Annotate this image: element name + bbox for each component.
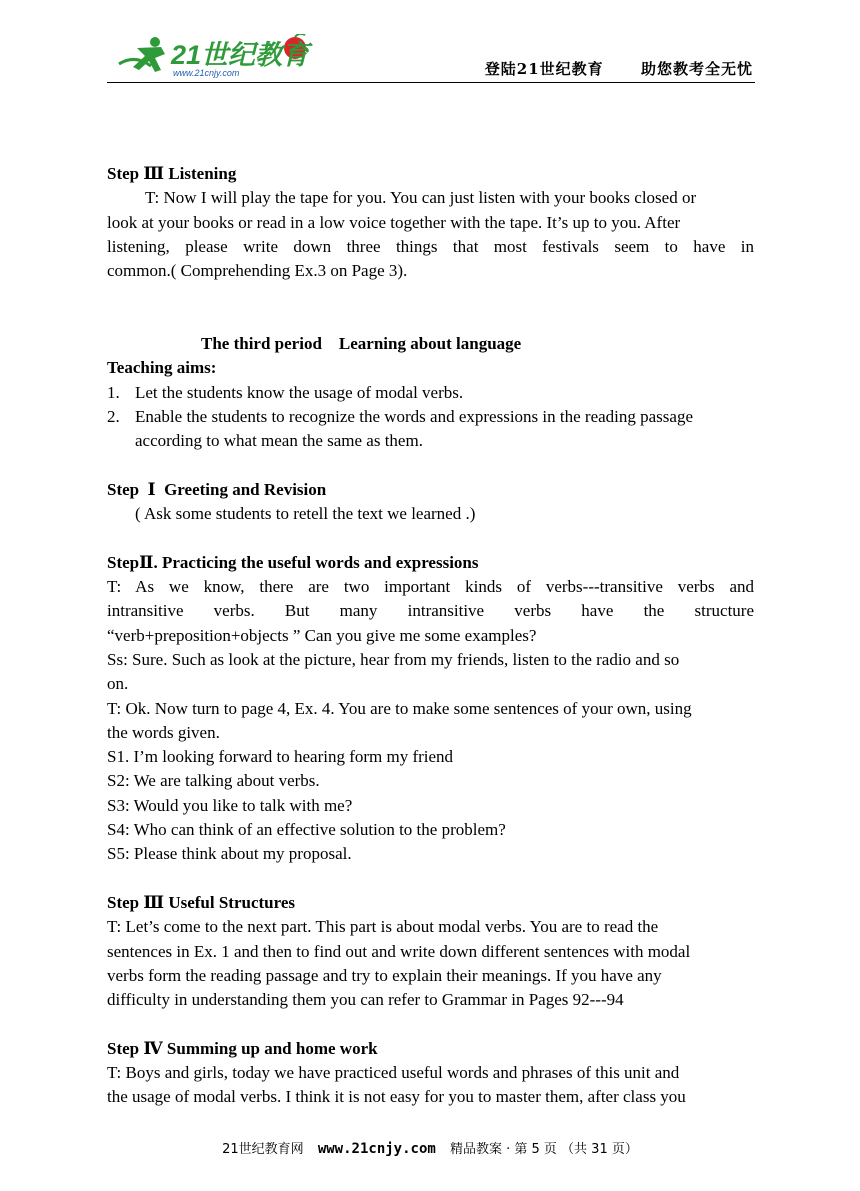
header-divider <box>107 82 755 83</box>
teaching-aims-heading: Teaching aims: <box>107 358 217 378</box>
paragraph-line: sentences in Ex. 1 and then to find out and write down different sentences with modal <box>107 941 691 961</box>
paragraph-line: look at your books or read in a low voice together with the tape. It’s up to you. After <box>107 212 681 232</box>
paragraph-line: T: Boys and girls, today we have practiced useful words and phrases of this unit and <box>107 1062 680 1082</box>
step2-heading: StepⅡ. Practicing the useful words and expressions <box>107 552 479 572</box>
step3-listening-heading: Step Ⅲ Listening <box>107 164 237 183</box>
header-slogan-left: 登陆21世纪教育 <box>484 60 604 78</box>
footer-page-info: 精品教案 · 第 5 页 （共 31 页） <box>449 1142 638 1157</box>
running-figure-icon <box>119 37 165 72</box>
list-text: Let the students know the usage of modal verbs. <box>135 382 464 402</box>
paragraph-line: on. <box>107 674 129 694</box>
paragraph-line: listening, please write down three things that most festivals seem to have in <box>107 236 754 256</box>
paragraph-line: Ss: Sure. Such as look at the picture, hear from my friends, listen to the radio and so <box>107 649 680 669</box>
footer-url[interactable]: www.21cnjy.com <box>317 1141 436 1157</box>
paragraph-line: common.( Comprehending Ex.3 on Page 3). <box>107 261 408 281</box>
list-item <box>107 381 754 405</box>
step3-structures-heading: Step Ⅲ Useful Structures <box>107 892 296 912</box>
list-item <box>107 405 754 429</box>
21cnjy-logo <box>115 34 315 80</box>
paragraph-line: T: Let’s come to the next part. This part is about modal verbs. You are to read the <box>107 917 659 937</box>
paragraph-line: verbs form the reading passage and try to explain their meanings. If you have any <box>107 965 662 985</box>
paragraph-line: difficulty in understanding them you can refer to Grammar in Pages 92---94 <box>107 990 624 1010</box>
paragraph-line: T: As we know, there are two important kinds of verbs---transitive verbs and <box>107 577 754 597</box>
paragraph-line: the words given. <box>107 722 220 742</box>
page-footer <box>0 1138 860 1157</box>
paragraph-line: S4: Who can think of an effective solution to the problem? <box>107 820 506 840</box>
paragraph-line: “verb+preposition+objects ” Can you give me some examples? <box>107 625 537 645</box>
paragraph-line: S1. I’m looking forward to hearing form my friend <box>107 747 454 767</box>
document-body <box>107 162 754 1110</box>
paragraph-line: T: Now I will play the tape for you. You can just listen with your books closed or <box>145 188 697 208</box>
list-text: Enable the students to recognize the words and expressions in the reading passage <box>135 406 694 426</box>
paragraph-line: T: Ok. Now turn to page 4, Ex. 4. You are to make some sentences of your own, using <box>107 698 692 718</box>
logo-text: 21世纪教育 <box>171 40 310 70</box>
step1-heading: Step Ⅰ Greeting and Revision <box>107 479 327 499</box>
paragraph-line: ( Ask some students to retell the text we learned .) <box>135 504 476 524</box>
step4-heading: Step Ⅳ Summing up and home work <box>107 1038 378 1058</box>
paragraph-line: S5: Please think about my proposal. <box>107 844 352 864</box>
header-slogan-right: 助您教考全无忧 <box>640 60 753 78</box>
period-title: The third period Learning about language <box>201 334 522 354</box>
page-header <box>107 34 755 84</box>
logo-url: www.21cnjy.com <box>173 68 240 78</box>
list-text-continued: according to what mean the same as them. <box>135 431 423 451</box>
list-number: 1. <box>107 382 120 402</box>
list-number: 2. <box>107 406 120 426</box>
paragraph-line: S3: Would you like to talk with me? <box>107 795 353 815</box>
paragraph-line: S2: We are talking about verbs. <box>107 771 320 791</box>
paragraph-line: the usage of modal verbs. I think it is not easy for you to master them, after class you <box>107 1087 686 1107</box>
header-slogan <box>485 58 753 79</box>
footer-site: 21世纪教育网 <box>222 1142 304 1157</box>
paragraph-line: intransitive verbs. But many intransitive verbs have the structure <box>107 601 754 621</box>
